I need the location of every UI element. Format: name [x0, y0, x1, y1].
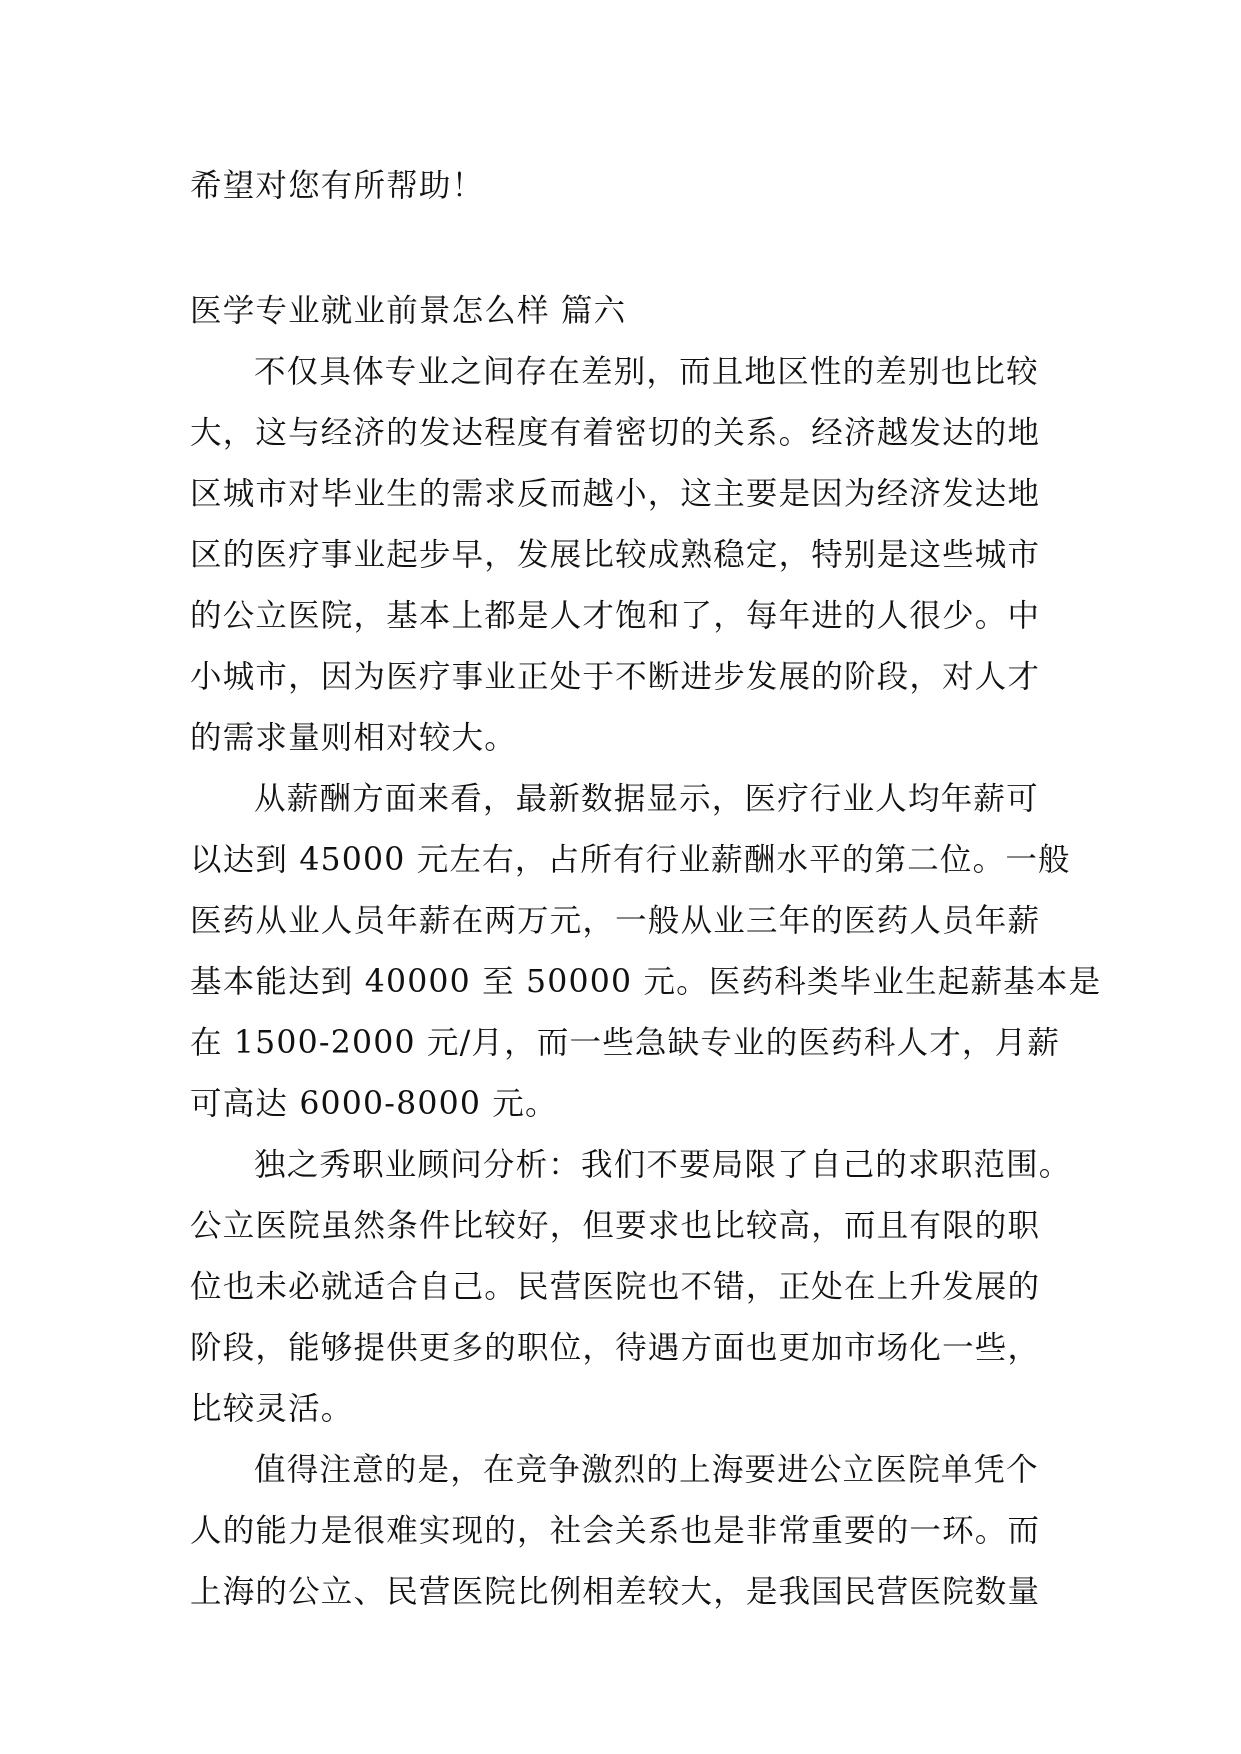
paragraph-line: 比较灵活。: [190, 1391, 354, 1427]
paragraph-line: 的公立医院，基本上都是人才饱和了，每年进的人很少。中: [190, 598, 1041, 634]
paragraph-line: 区的医疗事业起步早，发展比较成熟稳定，特别是这些城市: [190, 537, 1041, 573]
paragraph-line: 位也未必就适合自己。民营医院也不错，正处在上升发展的: [190, 1269, 1041, 1305]
section-title: 医学专业就业前景怎么样 篇六: [190, 293, 627, 329]
paragraph-line: 值得注意的是，在竞争激烈的上海要进公立医院单凭个: [254, 1452, 1039, 1488]
paragraph-line: 人的能力是很难实现的，社会关系也是非常重要的一环。而: [190, 1513, 1041, 1549]
section-gap: [190, 217, 1060, 281]
paragraph-line: 基本能达到 40000 至 50000 元。医药科类毕业生起薪基本是: [190, 964, 1102, 1000]
paragraph-line: 的需求量则相对较大。: [190, 720, 518, 756]
paragraph-line: 大，这与经济的发达程度有着密切的关系。经济越发达的地: [190, 415, 1041, 451]
paragraph-line: 医药从业人员年薪在两万元，一般从业三年的医药人员年薪: [190, 903, 1041, 939]
paragraph-line: 独之秀职业顾问分析：我们不要局限了自己的求职范围。: [254, 1147, 1072, 1183]
paragraph-line: 阶段，能够提供更多的职位，待遇方面也更加市场化一些，: [190, 1330, 1041, 1366]
paragraph-line: 不仅具体专业之间存在差别，而且地区性的差别也比较: [254, 354, 1039, 390]
paragraph: [190, 769, 1102, 1135]
paragraph-line: 可高达 6000-8000 元。: [190, 1086, 558, 1122]
paragraph-line: 从薪酬方面来看，最新数据显示，医疗行业人均年薪可: [254, 781, 1039, 817]
paragraph-line: 在 1500-2000 元/月，而一些急缺专业的医药科人才，月薪: [190, 1025, 1061, 1061]
paragraph: [190, 1135, 1072, 1440]
paragraph-line: 以达到 45000 元左右，占所有行业薪酬水平的第二位。一般: [190, 842, 1071, 878]
paragraph: [190, 1440, 1060, 1623]
paragraph-list: [190, 342, 1102, 1623]
paragraph-line: 区城市对毕业生的需求反而越小，这主要是因为经济发达地: [190, 476, 1041, 512]
paragraph: [190, 342, 1060, 769]
paragraph-line: 小城市，因为医疗事业正处于不断进步发展的阶段，对人才: [190, 659, 1041, 695]
closing-line: 希望对您有所帮助！: [190, 168, 485, 204]
paragraph-line: 公立医院虽然条件比较好，但要求也比较高，而且有限的职: [190, 1208, 1041, 1244]
paragraph-line: 上海的公立、民营医院比例相差较大，是我国民营医院数量: [190, 1574, 1041, 1610]
document-body: [190, 156, 1102, 1623]
